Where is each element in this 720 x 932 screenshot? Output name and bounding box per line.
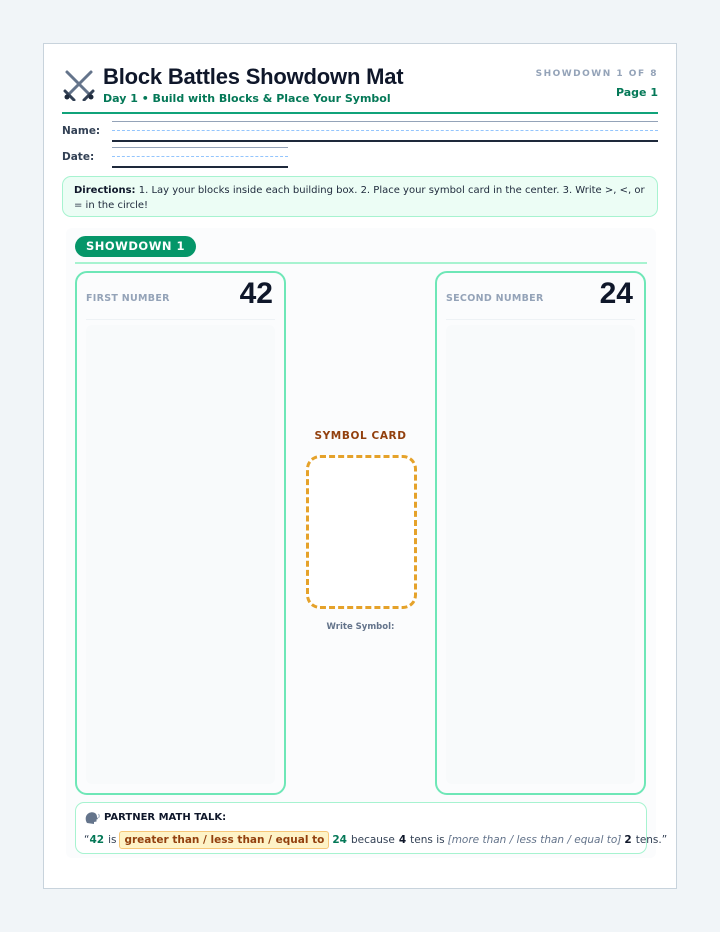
date-writing-line-base [112, 166, 288, 168]
showdown-divider [75, 262, 647, 264]
talk-tens-end: tens.” [635, 834, 668, 846]
tens-comparison-options[interactable]: [more than / less than / equal to] [447, 834, 622, 846]
partner-math-talk-title: PARTNER MATH TALK: [104, 812, 227, 823]
name-writing-line-mid [112, 130, 658, 131]
comparison-choice-chip[interactable]: greater than / less than / equal to [119, 831, 329, 849]
first-box-divider [86, 319, 275, 320]
second-number-label: SECOND NUMBER [446, 293, 544, 304]
first-number-box [75, 271, 286, 795]
directions-label: Directions: [74, 185, 136, 196]
header [62, 64, 658, 114]
talk-because: because [350, 834, 395, 846]
talk-second-number: 24 [332, 834, 347, 846]
partner-math-talk-box [75, 802, 668, 854]
showdown-badge: SHOWDOWN 1 [75, 236, 196, 257]
second-box-divider [446, 319, 635, 320]
speaking-head-icon [84, 811, 100, 825]
talk-tens-is: tens is [410, 834, 445, 846]
first-number-label: FIRST NUMBER [86, 293, 170, 304]
write-symbol-label: Write Symbol: [326, 622, 395, 632]
partner-math-talk-sentence [84, 830, 667, 850]
name-writing-line-base [112, 140, 658, 142]
talk-tens-first: 4 [398, 834, 407, 846]
date-writing-line-mid [112, 156, 288, 157]
symbol-card-label: SYMBOL CARD [314, 430, 407, 442]
crossed-swords-icon [62, 67, 96, 101]
showdown-counter: SHOWDOWN 1 OF 8 [535, 69, 658, 79]
directions-text: 1. Lay your blocks inside each building box. 2. Place your symbol card in the center. 3. Write >, <, or = in the circle! [74, 185, 645, 211]
showdown-panel [66, 228, 668, 858]
second-number-value: 24 [599, 277, 633, 310]
worksheet [43, 43, 677, 889]
first-building-area[interactable] [86, 325, 275, 784]
date-writing-line-top[interactable] [112, 147, 288, 148]
first-number-value: 42 [239, 277, 273, 310]
second-building-area[interactable] [446, 325, 635, 784]
date-label: Date: [62, 151, 95, 163]
page-number: Page 1 [615, 86, 658, 99]
page-title: Block Battles Showdown Mat [103, 64, 404, 89]
directions-box [62, 176, 658, 217]
second-number-box [435, 271, 646, 795]
talk-first-number: 42 [89, 834, 105, 846]
name-label: Name: [62, 125, 101, 137]
talk-is: is [108, 834, 117, 846]
header-divider [62, 112, 658, 114]
symbol-card-slot[interactable] [306, 455, 417, 609]
page-subtitle: Day 1 • Build with Blocks & Place Your Symbol [103, 92, 391, 105]
name-writing-line-top[interactable] [112, 121, 658, 122]
talk-tens-second: 2 [624, 834, 632, 846]
open-quote: “ [84, 834, 90, 846]
